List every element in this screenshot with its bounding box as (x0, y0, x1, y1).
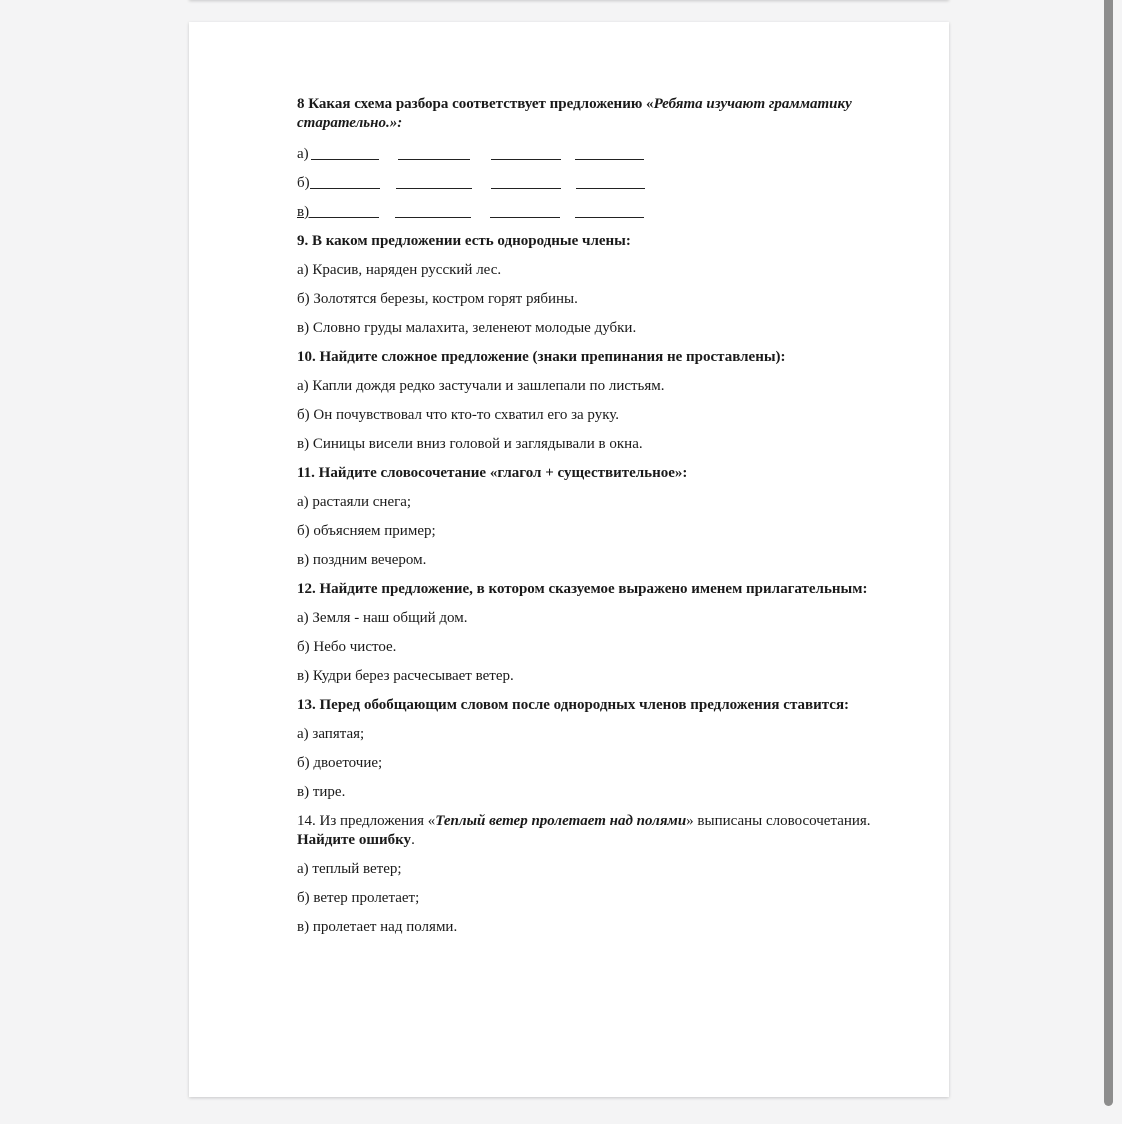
question-11-title: 11. Найдите словосочетание «глагол + существительное»: (297, 465, 688, 481)
scheme-line (310, 188, 380, 189)
question-14-period: . (411, 832, 415, 848)
question-14-instruction: Найдите ошибку (297, 832, 412, 848)
question-12-option-b: б) Небо чистое. (297, 639, 397, 655)
question-14-title (297, 812, 897, 850)
scheme-option-a (297, 145, 897, 164)
scheme-line (309, 217, 379, 218)
scheme-option-b (297, 174, 897, 193)
scheme-option-c (297, 203, 897, 222)
question-11-option-a: а) растаяли снега; (297, 494, 412, 510)
scheme-option-c-label: в) (297, 204, 310, 220)
question-14-option-a: а) теплый ветер; (297, 861, 402, 877)
scheme-line (311, 159, 379, 160)
scheme-line (396, 188, 472, 189)
question-8-title-text: 8 Какая схема разбора соответствует предложению « (297, 96, 654, 112)
question-9-option-c: в) Словно груды малахита, зеленеют молодые дубки. (297, 320, 637, 336)
question-9-option-a: а) Красив, наряден русский лес. (297, 262, 502, 278)
question-13-option-c: в) тире. (297, 784, 346, 800)
question-10-option-a: а) Капли дождя редко застучали и зашлепали по листьям. (297, 378, 665, 394)
question-8-title (297, 95, 897, 133)
question-14-option-b: б) ветер пролетает; (297, 890, 420, 906)
scheme-line (491, 188, 561, 189)
question-9-option-b: б) Золотятся березы, костром горят рябины. (297, 291, 578, 307)
scheme-line (490, 217, 560, 218)
question-10-option-c: в) Синицы висели вниз головой и заглядывали в окна. (297, 436, 643, 452)
question-14-sentence: Теплый ветер пролетает над полями (435, 813, 687, 829)
scheme-line (575, 159, 644, 160)
question-12-title: 12. Найдите предложение, в котором сказуемое выражено именем прилагательным: (297, 581, 868, 597)
question-13-option-a: а) запятая; (297, 726, 365, 742)
question-10-title: 10. Найдите сложное предложение (знаки препинания не проставлены): (297, 349, 786, 365)
question-14-prefix: 14. Из предложения « (297, 813, 436, 829)
scrollbar-thumb[interactable] (1104, 0, 1113, 1106)
question-13-option-b: б) двоеточие; (297, 755, 383, 771)
scheme-line (575, 217, 644, 218)
scheme-line (395, 217, 471, 218)
question-12-option-c: в) Кудри берез расчесывает ветер. (297, 668, 514, 684)
page-content (297, 95, 897, 947)
question-11-option-b: б) объясняем пример; (297, 523, 436, 539)
question-14-suffix: » выписаны словосочетания. (686, 813, 871, 829)
scheme-line (491, 159, 561, 160)
scheme-line (398, 159, 470, 160)
scheme-option-b-label: б) (297, 175, 310, 191)
question-11-option-c: в) поздним вечером. (297, 552, 427, 568)
question-9-title: 9. В каком предложении есть однородные члены: (297, 233, 631, 249)
scheme-line (576, 188, 645, 189)
question-13-title: 13. Перед обобщающим словом после однородных членов предложения ставится: (297, 697, 850, 713)
scheme-option-a-label: а) (297, 146, 309, 162)
question-14-option-c: в) пролетает над полями. (297, 919, 458, 935)
question-12-option-a: а) Земля - наш общий дом. (297, 610, 468, 626)
question-10-option-b: б) Он почувствовал что кто-то схватил его за руку. (297, 407, 620, 423)
document-page (189, 22, 949, 1097)
question-8-sentence: Ребята изучают грамматику старательно.»: (297, 96, 852, 131)
